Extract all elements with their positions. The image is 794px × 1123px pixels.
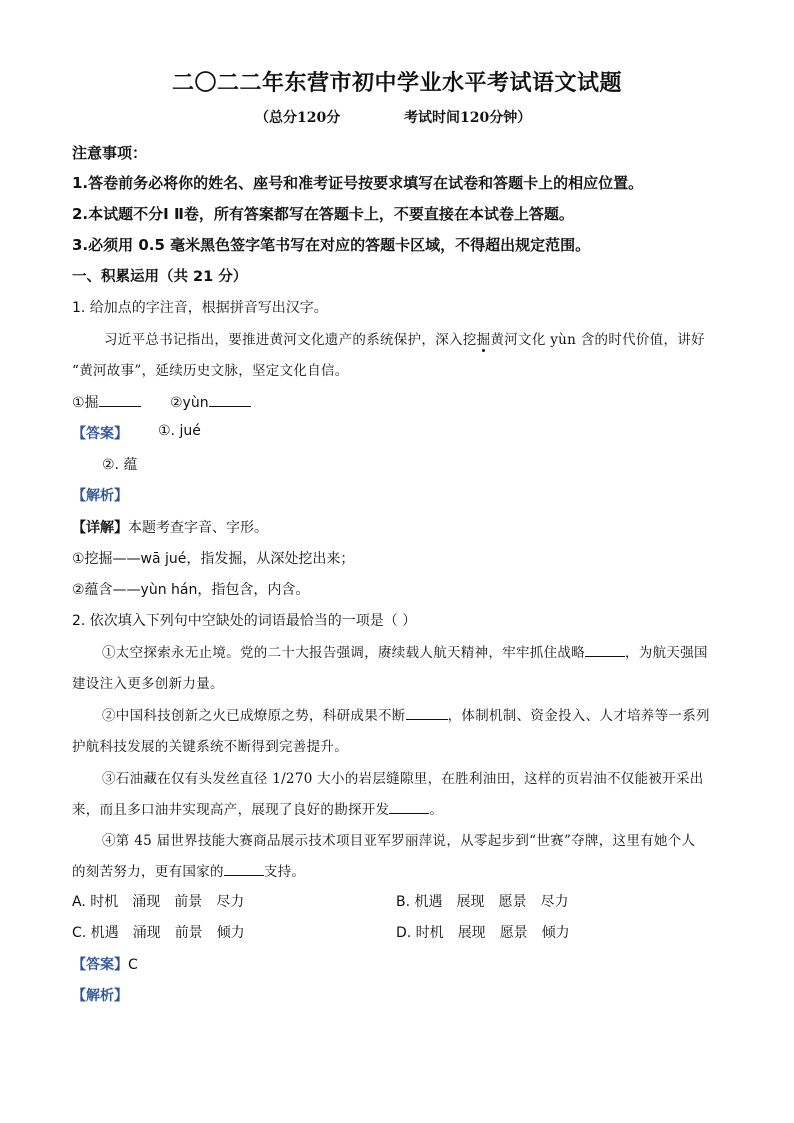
answer-blank-2 — [170, 392, 251, 411]
option-word: 尽力 — [540, 894, 569, 910]
question-2-sentence — [102, 704, 710, 724]
option-word: B. 机遇 — [396, 894, 443, 910]
sentence-text: ，为航天强国 — [625, 645, 708, 661]
option-word: 前景 — [174, 894, 203, 910]
exam-time: 考试时间120分钟） — [404, 110, 532, 126]
answer-tag: 【答案】 — [72, 957, 128, 973]
passage-text: 习近平总书记指出，要推进黄河文化遗产的系统保护，深入挖 — [104, 332, 477, 348]
blank-line — [99, 392, 141, 407]
passage-text: 黄河文化 yùn 含的时代价值，讲好 — [490, 332, 705, 348]
option-word: 涌现 — [132, 894, 161, 910]
option-word: 尽力 — [216, 894, 245, 910]
option-word: 涌现 — [132, 925, 161, 941]
option-word: A. 时机 — [72, 894, 119, 910]
option-word: 倾力 — [541, 925, 570, 941]
total-score: （总分120分 — [255, 110, 341, 126]
question-2-sentence: 建设注入更多创新力量。 — [72, 676, 224, 692]
notice-heading: 注意事项： — [72, 144, 148, 162]
blank-line — [209, 392, 251, 407]
question-2-sentence — [72, 798, 443, 818]
question-2-sentence — [102, 641, 708, 661]
option-word: 展现 — [456, 894, 485, 910]
option-c — [72, 922, 259, 942]
option-d — [396, 922, 584, 942]
sentence-text: 来，而且多口油井实现高产，展现了良好的勘探开发 — [72, 802, 390, 818]
explanation: ②蕴含——yùn hán，指包含，内含。 — [72, 582, 310, 598]
question-1-passage — [104, 328, 705, 348]
notice-item: 2.本试题不分Ⅰ Ⅱ卷，所有答案都写在答题卡上，不要直接在本试卷上答题。 — [72, 205, 574, 223]
sentence-text: 。 — [429, 802, 444, 818]
blank-line — [585, 642, 625, 657]
question-2-sentence: ④第 45 届世界技能大赛商品展示技术项目亚军罗丽萍说，从零起步到“世赛”夺牌，这里有她个人 — [102, 833, 696, 849]
answer-value: ②. 蕴 — [102, 457, 138, 473]
question-2-sentence — [72, 860, 305, 880]
answer-value: C — [128, 957, 138, 973]
question-1-passage-line2: “黄河故事”，延续历史文脉，坚定文化自信。 — [72, 363, 349, 379]
option-word: 愿景 — [498, 894, 527, 910]
notice-item: 1.答卷前务必将你的姓名、座号和准考证号按要求填写在试卷和答题卡上的相应位置。 — [72, 174, 644, 192]
blank-line — [389, 799, 429, 814]
analysis-tag: 【解析】 — [72, 988, 128, 1004]
option-word: 展现 — [457, 925, 486, 941]
sentence-text: ，体制机制、资金投入、人才培养等一系列 — [447, 708, 710, 724]
answer-tag: 【答案】 — [72, 426, 128, 442]
detail-tag: 【详解】 — [72, 520, 128, 536]
detail-line — [72, 517, 268, 537]
option-b — [396, 891, 583, 911]
question-2-stem: 2. 依次填入下列句中空缺处的词语最恰当的一项是（ ） — [72, 613, 417, 629]
answer-blank-1 — [72, 392, 141, 412]
option-word: C. 机遇 — [72, 925, 119, 941]
blank-label: ①掘 — [72, 395, 99, 411]
dotted-character: 掘 — [476, 332, 491, 348]
sentence-text: 支持。 — [263, 864, 306, 880]
blank-line — [406, 705, 448, 720]
option-word: 倾力 — [216, 925, 245, 941]
question-1-stem: 1. 给加点的字注音，根据拼音写出汉字。 — [72, 300, 328, 316]
question-2-sentence: 护航科技发展的关键系统不断得到完善提升。 — [72, 739, 348, 755]
blank-label: ②yùn — [170, 395, 209, 411]
page-title: 二〇二二年东营市初中学业水平考试语文试题 — [171, 70, 622, 96]
explanation: ①挖掘——wā jué，指发掘，从深处挖出来； — [72, 551, 355, 567]
option-word: 前景 — [174, 925, 203, 941]
option-a — [72, 891, 258, 911]
detail-text: 本题考查字音、字形。 — [128, 520, 268, 536]
notice-item: 3.必须用 0.5 毫米黑色签字笔书写在对应的答题卡区域，不得超出规定范围。 — [72, 236, 591, 254]
sentence-text: ①太空探索永无止境。党的二十大报告强调，赓续载人航天精神，牢牢抓住战略 — [102, 645, 585, 661]
question-2-sentence: ③石油藏在仅有头发丝直径 1/270 大小的岩层缝隙里，在胜利油田，这样的页岩油不仅能被开采出 — [102, 771, 704, 787]
option-word: 愿景 — [499, 925, 528, 941]
answer-value: ①. jué — [158, 423, 201, 439]
analysis-tag: 【解析】 — [72, 488, 128, 504]
answer-line — [72, 954, 138, 974]
option-word: D. 时机 — [396, 925, 444, 941]
sentence-text: ②中国科技创新之火已成燎原之势，科研成果不断 — [102, 708, 406, 724]
sentence-text: 的刻苦努力，更有国家的 — [72, 864, 224, 880]
blank-line — [224, 861, 264, 876]
section-heading: 一、积累运用（共 21 分） — [72, 269, 248, 285]
